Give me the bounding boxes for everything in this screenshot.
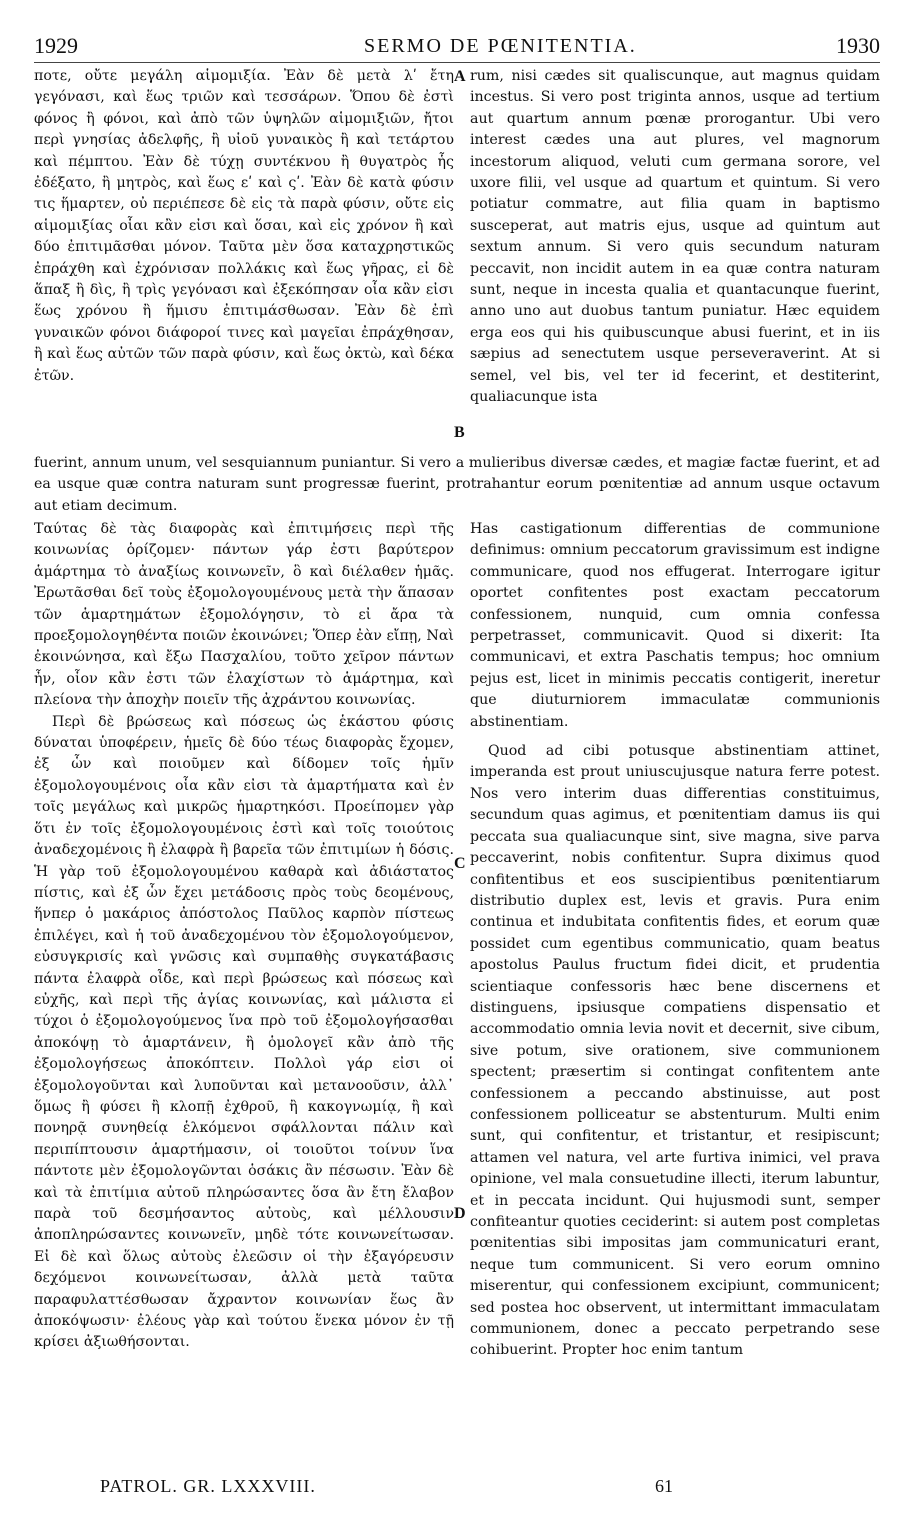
- latin-paragraph: Has castigationum differentias de communione definimus: omnium peccatorum gravissimum est indigne communicare, quod nos effugerat. Interrogare igitur oportet confitentes post exactam peccatorum confessionem, nunquid, cum omnia confessa perpetrasset, communicavit. Quod si dixerit: Ita communicavi, et extra Paschatis tempus; hoc omnium pejus est, licet in minimis peccatis contigerit, ineretur que diuturniorem immaculatæ communionis abstinentiam.: [470, 521, 880, 730]
- page-number-left: 1929: [34, 33, 78, 58]
- margin-marker-c: C: [454, 855, 466, 872]
- greek-paragraph: ποτε, οὔτε μεγάλη αἱμομιξία. Ἐὰν δὲ μετὰ λʹ ἔτη γεγόνασι, καὶ ἕως τριῶν καὶ τεσσάρων. Ὅπου δὲ ἐστὶ φόνος ἢ φόνοι, καὶ ἀπὸ τῶν ὑψηλῶν αἱμομιξιῶν, ἤτοι περὶ γνησίας ἀδελφῆς, ἢ υἱοῦ γυναικὸς ἢ καὶ τετάρτου καὶ πέμπτου. Ἐὰν δὲ τύχῃ συντέκνου ἢ θυγατρὸς ἧς ἐδέξατο, ἢ μητρὸς, καὶ ἕως εʹ καὶ ςʹ. Ἐὰν δὲ κατὰ φύσιν τις ἥμαρτεν, οὐ περιέπεσε δὲ εἰς τὰ παρὰ φύσιν, οὔτε εἰς αἱμομιξίας οἷαι κἂν εἰσι καὶ ὅσαι, καὶ εἰς χρόνον ἢ καὶ δύο ἐπιτιμᾶσθαι μόνον. Ταῦτα μὲν ὅσα καταχρηστικῶς ἐπράχθη καὶ ἐχρόνισαν πολλάκις καὶ ἕως γῆρας, εἰ δὲ ἅπαξ ἢ δὶς, ἢ τρὶς γεγόνασι καὶ ἐξεκόπησαν οἷα κἂν εἰσι ἕως χρόνου ἢ ἥμισυ ἐπιτιμάσθωσαν. Ἐὰν δὲ ἐπὶ γυναικῶν φόνοι διάφοροί τινες καὶ μαγεῖαι ἐπράχθησαν, ἢ καὶ ἕως αὐτῶν τῶν παρὰ φύσιν, καὶ ἕως ὀκτὼ, καὶ δέκα ἐτῶν.: [34, 68, 454, 384]
- footer-series: PATROL. GR. LXXXVIII.: [100, 1476, 316, 1496]
- margin-marker-b: B: [454, 424, 465, 441]
- greek-paragraph: Ταύτας δὲ τὰς διαφορὰς καὶ ἐπιτιμήσεις περὶ τῆς κοινωνίας ὁρίζομεν· πάντων γάρ ἐστι βαρύτερον ἁμάρτημα τὸ ἀναξίως κοινωνεῖν, ὃ καὶ διέλαθεν ἡμᾶς. Ἐρωτᾶσθαι δεῖ τοὺς ἐξομολογουμένους μετὰ τὴν ἅπασαν τῶν ἁμαρτημάτων ἐξομολόγησιν, τὸ εἰ ἄρα τὰ προεξομολογηθέντα ποιῶν ἐκοινώνει; Ὅπερ ἐὰν εἴπῃ, Ναὶ ἐκοινώνησα, καὶ ἔξω Πασχαλίου, τοῦτο χεῖρον πάντων ἦν, οἷον κἂν ἐστι τῶν ἐλαχίστων τὸ ἁμάρτημα, καὶ πλείονα τὴν ἀποχὴν ποιεῖν τῆς ἀχράντου κοινωνίας.: [34, 521, 454, 709]
- latin-column-top: [470, 66, 880, 409]
- greek-paragraph: Περὶ δὲ βρώσεως καὶ πόσεως ὡς ἑκάστου φύσις δύναται ὑποφέρειν, ἡμεῖς δὲ δύο τέως διαφορὰς ἔχομεν, ἐξ ὧν καὶ ποιοῦμεν καὶ δίδομεν τοῖς ἡμῖν ἐξομολογουμένοις οἷα κἂν εἰσι τὰ ἁμαρτήματα καὶ ἐν τοῖς μεγάλως καὶ μικρῶς ἡμαρτηκόσι. Προείπομεν γὰρ ὅτι ἐν τοῖς ἐξομολογουμένοις ἐστὶ καὶ τοῖς τοιούτοις ἀναδεχομένοις ἢ ἐλαφρὰ ἢ βαρεῖα τῶν ἐπιτιμίων ἡ δόσις. Ἡ γὰρ τοῦ ἐξομολογουμένου καθαρὰ καὶ ἀδιάστατος πίστις, καὶ ἐξ ὧν ἔχει μετάδοσις πρὸς τοὺς δεομένους, ἥνπερ ὁ μακάριος ἀπόστολος Παῦλος καρπὸν πίστεως ἐπιλέγει, καὶ ἡ τοῦ ἀναδεχομένου τὸν ἐξομολογούμενον, εὐσυγκρισίς καὶ γνῶσις καὶ συμπαθὴς συγκατάβασις πάντα ἐλαφρὰ οἶδε, καὶ περὶ βρώσεως καὶ πόσεως καὶ εὐχῆς, καὶ περὶ τῆς ἁγίας κοινωνίας, καὶ μάλιστα εἰ τύχοι ὁ ἐξομολογούμενος ἵνα πρὸ τοῦ ἐξομολογήσασθαι ἀποκόψῃ τὸ ἁμαρτάνειν, ἢ ὁμολογεῖ κἂν ἀπὸ τῆς ἐξομολογήσεως ἀποκόπτειν. Πολλοὶ γάρ εἰσι οἱ ἐξομολογοῦνται καὶ λυποῦνται καὶ μετανοοῦσιν, ἀλλ᾽ ὅμως ἢ φύσει ἢ κλοπῇ ἐχθροῦ, ἢ κακογνωμίᾳ, ἢ καὶ πονηρᾷ συνηθείᾳ ἑλκόμενοι σφάλλονται πάλιν καὶ περιπίπτουσιν ἁμαρτήμασιν, οἱ τοιοῦτοι τοίνυν ἵνα πάντοτε μὲν ἐξομολογῶνται ὁσάκις ἂν πέσωσιν. Ἐὰν δὲ καὶ τὰ ἐπιτίμια αὐτοῦ πληρώσαντες ὅσα ἂν ἔτη ἔλαβον παρὰ τοῦ δεσμήσαντος αὐτοὺς, καὶ μέλλουσιν ἀποπληρώσαντες κοινωνεῖν, μηδὲ τότε κοινωνείτωσαν. Εἰ δὲ καὶ ὅλως αὐτοὺς ἐλεῶσιν οἱ τὴν ἐξαγόρευσιν δεχόμενοι κοινωνείτωσαν, ἀλλὰ μετὰ ταῦτα παραφυλαττέσθωσαν ἄχραντον κοινωνίαν ἕως ἂν ἀποκόψωσιν· ἐλέους γὰρ καὶ τούτου ἕνεκα μόνον ἐν τῇ κρίσει ἀξιωθήσονται.: [34, 713, 454, 1351]
- margin-marker-d: D: [454, 1205, 466, 1222]
- latin-spanning-text: [34, 453, 880, 517]
- footer-signature: 61: [655, 1476, 673, 1496]
- header-rule: [34, 62, 880, 63]
- latin-paragraph: Quod ad cibi potusque abstinentiam attinet, imperanda est prout uniuscujusque natura ferre potest. Nos vero interim duas differentias constituimus, secundum quas agimus, et pœnitentiam damus iis qui peccata sua qualiacunque sint, sive magna, sive parva peccaverint, nobis confitentur. Supra diximus quod confitentibus et eos suscipientibus pœnitentiarum distributio duplex est, levis et gravis. Pura enim continua et indubitata confitentis fides, et eorum quæ possidet cum egentibus communicatio, quam beatus apostolus Paulus fructum fidei dicit, et prudentia scientiaque confessoris hæc bene discernens et distinguens, ipsiusque compatiens dispensatio et accommodatio omnia levia novit et decernit, sive cibum, sive potum, sive orationem, sive communionem spectent; præsertim si contingat confitentem ante confessionem a peccando abstinuisse, aut post confessionem polliceatur se abstenturum. Multi enim sunt, qui confitentur, et tristantur, et resipiscunt; attamen vel natura, vel arte furtiva inimici, vel prava opinione, vel mala consuetudine illecti, iterum labuntur, et in peccata incidunt. Qui hujusmodi sunt, semper confiteantur quoties ceciderint: si autem post completas pœnitentias sibi impositas jam communicaturi erant, neque tum communicent. Si vero eorum omnino miserentur, qui confessionem excipiunt, communicent; sed postea hoc observent, ut intermittant immaculatam communionem, donec a peccato perpetrando sese cohibuerint. Propter hoc enim tantum: [470, 743, 880, 1359]
- latin-span-paragraph: fuerint, annum unum, vel sesquiannum puniantur. Si vero a mulieribus diversæ cædes, et magiæ factæ fuerint, et ad ea usque quæ contra naturam sunt progressæ fuerint, protrahantur eorum pœnitentiæ ad annum usque octavum aut etiam decimum.: [34, 455, 880, 514]
- latin-paragraph: rum, nisi cædes sit qualiscunque, aut magnus quidam incestus. Si vero post triginta annos, usque ad tertium aut quartum annum pœnæ prorogantur. Ubi vero interest cædes una aut plures, vel magnorum incestorum aliquod, veluti cum germana sorore, vel uxore filii, vel usque ad quartum et quintum. Si vero potiatur commatre, aut filia quam in baptismo susceperat, aut matris ejus, usque ad quintum aut sextum annum. Si vero quis secundum naturam peccavit, non incidit autem in ea quæ contra naturam sunt, neque in incesta qualia et quantacunque fuerint, anno uno aut duobus tantum puniatur. Hæc equidem erga eos qui his quibuscunque abusi fuerint, et in iis sæpius ad senectutem usque perseveraverint. At si semel, vel bis, vel ter id fecerint, et destiterint, qualiacunque ista: [470, 68, 880, 406]
- greek-column-bottom: [34, 519, 454, 1354]
- margin-marker-a: A: [454, 68, 466, 85]
- page-number-right: 1930: [836, 33, 880, 58]
- latin-column-bottom: [470, 519, 880, 1362]
- running-title: SERMO DE PŒNITENTIA.: [364, 35, 637, 57]
- greek-column-top: [34, 66, 454, 387]
- page-header: [34, 33, 880, 63]
